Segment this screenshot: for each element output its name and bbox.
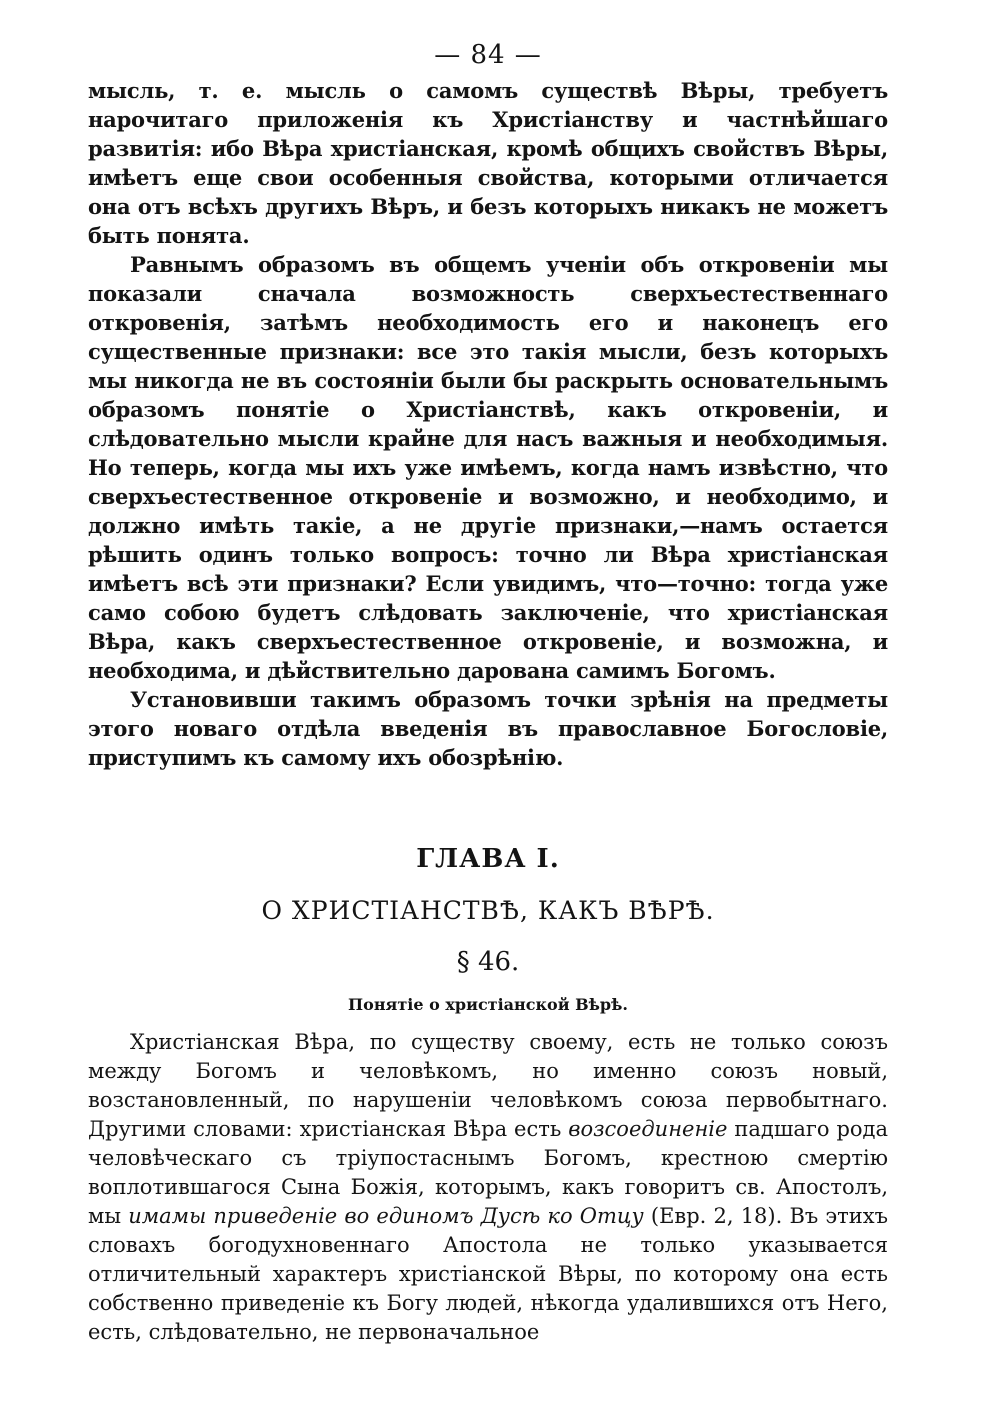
section-number: § 46. <box>456 947 520 977</box>
section-text-italic2: имамы приведеніе во единомъ Дусѣ ко Отцу <box>128 1204 644 1228</box>
page-number: — 84 — <box>434 40 542 70</box>
section-text-part3: (Евр. 2, 18). Въ этихъ словахъ богодухновеннаго Апостола не только указывается отличительный характеръ христіанской Вѣры, по которому она есть собственно приведеніе къ Богу людей, нѣкогда удалившихся отъ Него, есть, слѣдовательно, не первоначальное <box>88 1204 888 1344</box>
paragraph-continuation: мысль, т. е. мысль о самомъ существѣ Вѣры, требуетъ нарочитаго приложенія къ Христіанству и частнѣйшаго развитія: ибо Вѣра христіанская, кромѣ общихъ свойствъ Вѣры, имѣетъ еще свои особенныя свойства, которыми отличается она отъ всѣхъ другихъ Вѣръ, и безъ которыхъ никакъ не можетъ быть понята. <box>88 78 888 248</box>
book-page <box>88 40 888 1347</box>
section-heading: Понятіе о христіанской Вѣрѣ. <box>348 995 628 1014</box>
paragraph-revelation: Равнымъ образомъ въ общемъ ученіи объ откровеніи мы показали сначала возможность сверхъестественнаго откровенія, затѣмъ необходимость его и наконецъ его существенные признаки: все это такія мысли, безъ которыхъ мы никогда не въ состояніи были бы раскрыть основательнымъ образомъ понятіе о Христіанствѣ, какъ откровеніи, и слѣдовательно мысли крайне для насъ важныя и необходимыя. Но теперь, когда мы ихъ уже имѣемъ, когда намъ извѣстно, что сверхъестественное откровеніе и возможно, и необходимо, и должно имѣть такіе, а не другіе признаки,—намъ остается рѣшить одинъ только вопросъ: точно ли Вѣра христіанская имѣетъ всѣ эти признаки? Если увидимъ, что—точно: тогда уже само собою будетъ слѣдовать заключеніе, что христіанская Вѣра, какъ сверхъестественное откровеніе, и возможна, и необходима, и дѣйствительно дарована самимъ Богомъ. <box>88 252 888 683</box>
section-text-italic1: возсоединеніе <box>568 1117 728 1141</box>
section-text-part1: Христіанская Вѣра, по существу своему, есть не только союзъ между Богомъ и человѣкомъ, но именно союзъ новый, возстановленный, по нарушеніи человѣкомъ союза первобытнаго. Другими словами: христіанская Вѣра есть <box>88 1030 888 1141</box>
section-paragraph <box>88 1028 888 1347</box>
chapter-title: ГЛАВА I. <box>416 844 560 874</box>
section-text-part2: падшаго рода человѣческаго съ тріупостаснымъ Богомъ, крестною смертію воплотившагося Сына Божія, которымъ, какъ говоритъ св. Апостолъ, мы <box>88 1117 888 1228</box>
chapter-subtitle: О ХРИСТІАНСТВѢ, КАКЪ ВѢРѢ. <box>261 896 715 925</box>
paragraph-transition: Установивши такимъ образомъ точки зрѣнія на предметы этого новаго отдѣла введенія въ православное Богословіе, приступимъ къ самому ихъ обозрѣнію. <box>88 687 888 770</box>
